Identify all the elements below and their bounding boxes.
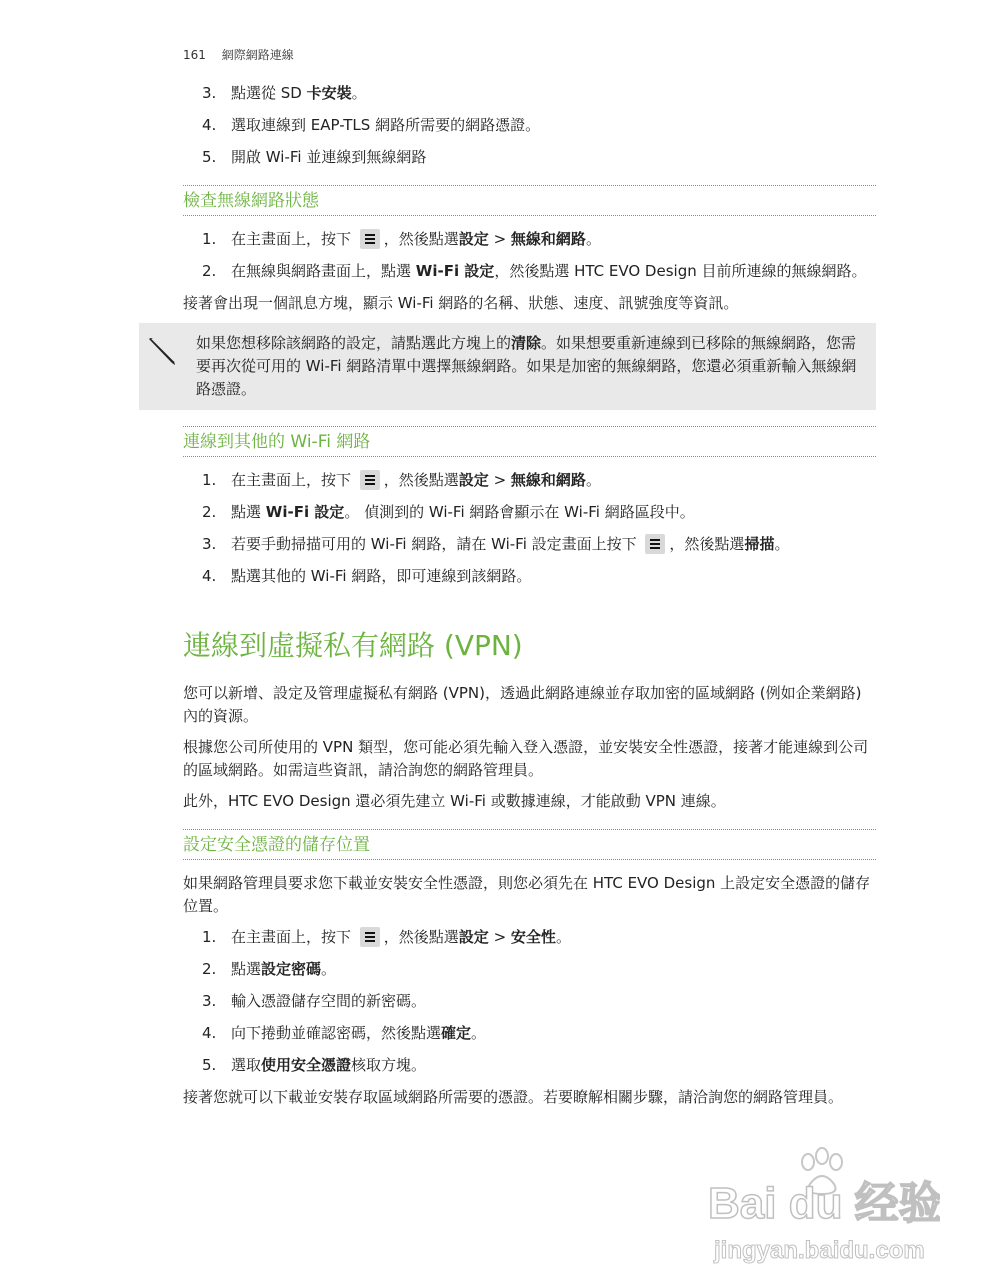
step-item	[183, 1054, 876, 1077]
text-run: 點選其他的 Wi-Fi 網路，即可連線到該網路。	[231, 567, 532, 585]
watermark-url: jingyan.baidu.com	[714, 1237, 925, 1264]
credential-paragraph: 如果網路管理員要求您下載並安裝安全性憑證，則您必須先在 HTC EVO Design 上設定安全憑證的儲存位置。	[183, 874, 871, 915]
step-number: 2.	[202, 503, 217, 521]
text-run: 點選	[231, 960, 262, 978]
step-text	[231, 1056, 426, 1074]
emphasis-text: 掃描	[744, 535, 775, 553]
chapter-title: 網際網路連線	[221, 48, 294, 62]
section-heading-credential-storage: 設定安全憑證的儲存位置	[183, 829, 876, 860]
text-run: 點選	[231, 503, 266, 521]
emphasis-text: 卡安裝	[306, 84, 352, 102]
emphasis-text: 無線和網路	[510, 230, 586, 248]
emphasis-text: Wi-Fi 設定	[415, 262, 495, 280]
step-number: 1.	[202, 471, 217, 489]
emphasis-text: 設定	[458, 928, 489, 946]
section-heading-connect-other-wifi: 連線到其他的 Wi-Fi 網路	[183, 426, 876, 457]
check-status-steps	[183, 228, 876, 283]
note-box	[139, 323, 876, 410]
text-run: 如果您想移除該網路的設定，請點選此方塊上的	[196, 334, 512, 352]
step-text	[231, 148, 426, 166]
menu-icon	[360, 470, 380, 490]
step-text	[231, 84, 367, 102]
menu-icon	[360, 229, 380, 249]
text-run: 。如果想要重新連線到已移除的無線網路，您需要再次從可用的 Wi-Fi 網路清單中選擇無線網路。如果是加密的無線網路，您還必須重新輸入無線網路憑證。	[196, 334, 857, 398]
chapter-heading-vpn: 連線到虛擬私有網路 (VPN)	[183, 629, 523, 662]
text-run: >	[488, 230, 511, 248]
text-run: 在主畫面上，按下	[231, 230, 356, 248]
emphasis-text: 清除	[511, 334, 542, 352]
text-run: 。	[585, 471, 601, 489]
step-number: 3.	[202, 84, 217, 102]
text-run: 。 偵測到的 Wi-Fi 網路會顯示在 Wi-Fi 網路區段中。	[344, 503, 695, 521]
step-number: 2.	[202, 960, 217, 978]
text-run: 輸入憑證儲存空間的新密碼。	[231, 992, 427, 1010]
connect-other-steps	[183, 469, 876, 588]
step-item	[183, 469, 876, 492]
text-run: >	[488, 928, 511, 946]
emphasis-text: Wi-Fi 設定	[265, 503, 345, 521]
text-run: 開啟 Wi-Fi 並連線到無線網路	[231, 148, 427, 166]
text-run: 在無線與網路畫面上，點選	[231, 262, 416, 280]
step-number: 4.	[202, 1024, 217, 1042]
text-run: ，然後點選 HTC EVO Design 目前所連線的無線網路。	[494, 262, 867, 280]
text-run: 選取連線到 EAP-TLS 網路所需要的網路憑證。	[231, 116, 541, 134]
step-text	[231, 262, 867, 280]
step-text	[231, 535, 789, 553]
menu-icon	[360, 927, 380, 947]
step-number: 1.	[202, 928, 217, 946]
note-text	[196, 334, 856, 398]
text-run: 點選從 SD	[231, 84, 307, 102]
step-item	[183, 1022, 876, 1045]
vpn-paragraph-3: 此外，HTC EVO Design 還必須先建立 Wi-Fi 或數據連線，才能啟動 VPN 連線。	[183, 792, 726, 810]
step-text	[231, 567, 531, 585]
text-run: 。	[351, 84, 367, 102]
intro-steps	[183, 82, 876, 169]
step-item	[183, 990, 876, 1013]
watermark-logo-text: Bai du 经验	[708, 1179, 940, 1228]
page-header	[183, 46, 294, 63]
text-run: 核取方塊。	[351, 1056, 427, 1074]
step-number: 3.	[202, 992, 217, 1010]
section-heading-check-wifi-status: 檢查無線網路狀態	[183, 185, 876, 216]
step-number: 5.	[202, 148, 217, 166]
step-number: 2.	[202, 262, 217, 280]
step-text	[231, 471, 601, 489]
step-item	[183, 114, 876, 137]
credential-steps	[183, 926, 876, 1077]
step-item	[183, 260, 876, 283]
emphasis-text: 設定	[458, 230, 489, 248]
step-item	[183, 146, 876, 169]
text-run: 。	[774, 535, 790, 553]
emphasis-text: 確定	[441, 1024, 472, 1042]
step-item	[183, 82, 876, 105]
emphasis-text: 使用安全憑證	[261, 1056, 352, 1074]
step-number: 4.	[202, 116, 217, 134]
step-text	[231, 230, 601, 248]
text-run: ，然後點選	[383, 471, 459, 489]
text-run: 。	[471, 1024, 487, 1042]
text-run: 選取	[231, 1056, 262, 1074]
text-run: 在主畫面上，按下	[231, 928, 356, 946]
vpn-paragraph-2: 根據您公司所使用的 VPN 類型，您可能必須先輸入登入憑證，並安裝安全性憑證，接著才能連線到公司的區域網路。如需這些資訊，請洽詢您的網路管理員。	[183, 738, 869, 779]
step-item	[183, 926, 876, 949]
step-item	[183, 501, 876, 524]
step-item	[183, 958, 876, 981]
emphasis-text: 無線和網路	[510, 471, 586, 489]
step-text	[231, 116, 540, 134]
pencil-icon	[145, 335, 177, 374]
step-text	[231, 1024, 486, 1042]
step-number: 3.	[202, 535, 217, 553]
menu-icon	[645, 534, 665, 554]
step-number: 4.	[202, 567, 217, 585]
text-run: 。	[585, 230, 601, 248]
baidu-watermark	[700, 1140, 940, 1270]
emphasis-text: 設定密碼	[261, 960, 322, 978]
page-content	[183, 82, 876, 1117]
step-item	[183, 533, 876, 556]
text-run: ，然後點選	[383, 928, 459, 946]
closing-paragraph: 接著您就可以下載並安裝存取區域網路所需要的憑證。若要瞭解相關步驟，請洽詢您的網路管理員。	[183, 1088, 844, 1106]
text-run: ，然後點選	[383, 230, 459, 248]
step-text	[231, 503, 695, 521]
step-item	[183, 565, 876, 588]
text-run: 。	[555, 928, 571, 946]
step-text	[231, 960, 336, 978]
vpn-paragraph-1: 您可以新增、設定及管理虛擬私有網路 (VPN)，透過此網路連線並存取加密的區域網路 (例如企業網路) 內的資源。	[183, 684, 862, 725]
text-run: 若要手動掃描可用的 Wi-Fi 網路，請在 Wi-Fi 設定畫面上按下	[231, 535, 642, 553]
status-paragraph: 接著會出現一個訊息方塊，顯示 Wi-Fi 網路的名稱、狀態、速度、訊號強度等資訊。	[183, 294, 739, 312]
step-text	[231, 928, 571, 946]
text-run: ，然後點選	[669, 535, 745, 553]
step-item	[183, 228, 876, 251]
step-number: 5.	[202, 1056, 217, 1074]
text-run: 向下捲動並確認密碼，然後點選	[231, 1024, 442, 1042]
emphasis-text: 安全性	[510, 928, 556, 946]
step-text	[231, 992, 426, 1010]
page-number: 161	[183, 48, 206, 62]
text-run: 在主畫面上，按下	[231, 471, 356, 489]
text-run: >	[488, 471, 511, 489]
text-run: 。	[321, 960, 337, 978]
step-number: 1.	[202, 230, 217, 248]
emphasis-text: 設定	[458, 471, 489, 489]
